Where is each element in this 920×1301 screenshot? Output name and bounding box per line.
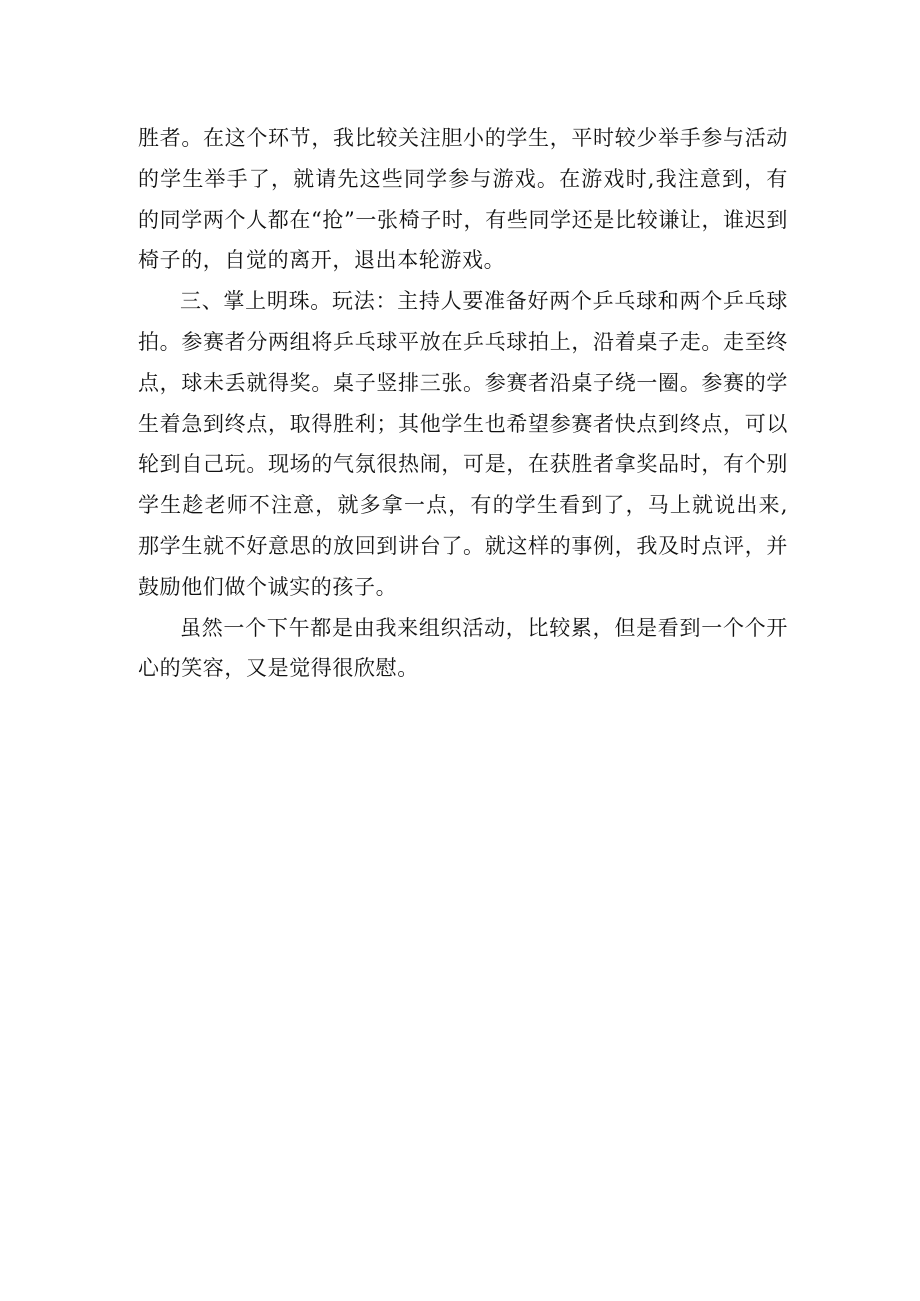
paragraph-section-three: 三、掌上明珠。玩法：主持人要准备好两个乒乓球和两个乒乓球拍。参赛者分两组将乒乓球平放在乒乓球拍上，沿着桌子走。走至终点，球未丢就得奖。桌子竖排三张。参赛者沿桌子绕一圈。参赛的学生着急到终点，取得胜利；其他学生也希望参赛者快点到终点，可以轮到自己玩。现场的气氛很热闹，可是，在获胜者拿奖品时，有个别学生趁老师不注意，就多拿一点，有的学生看到了，马上就说出来,那学生就不好意思的放回到讲台了。就这样的事例，我及时点评，并鼓励他们做个诚实的孩子。 <box>138 289 788 599</box>
document-body <box>138 118 788 689</box>
paragraph-conclusion: 虽然一个下午都是由我来组织活动，比较累，但是看到一个个开心的笑容，又是觉得很欣慰。 <box>138 615 788 681</box>
paragraph-continuation: 胜者。在这个环节，我比较关注胆小的学生，平时较少举手参与活动的学生举手了，就请先这些同学参与游戏。在游戏时,我注意到，有的同学两个人都在“抢”一张椅子时，有些同学还是比较谦让，谁迟到椅子的，自觉的离开，退出本轮游戏。 <box>138 126 788 273</box>
